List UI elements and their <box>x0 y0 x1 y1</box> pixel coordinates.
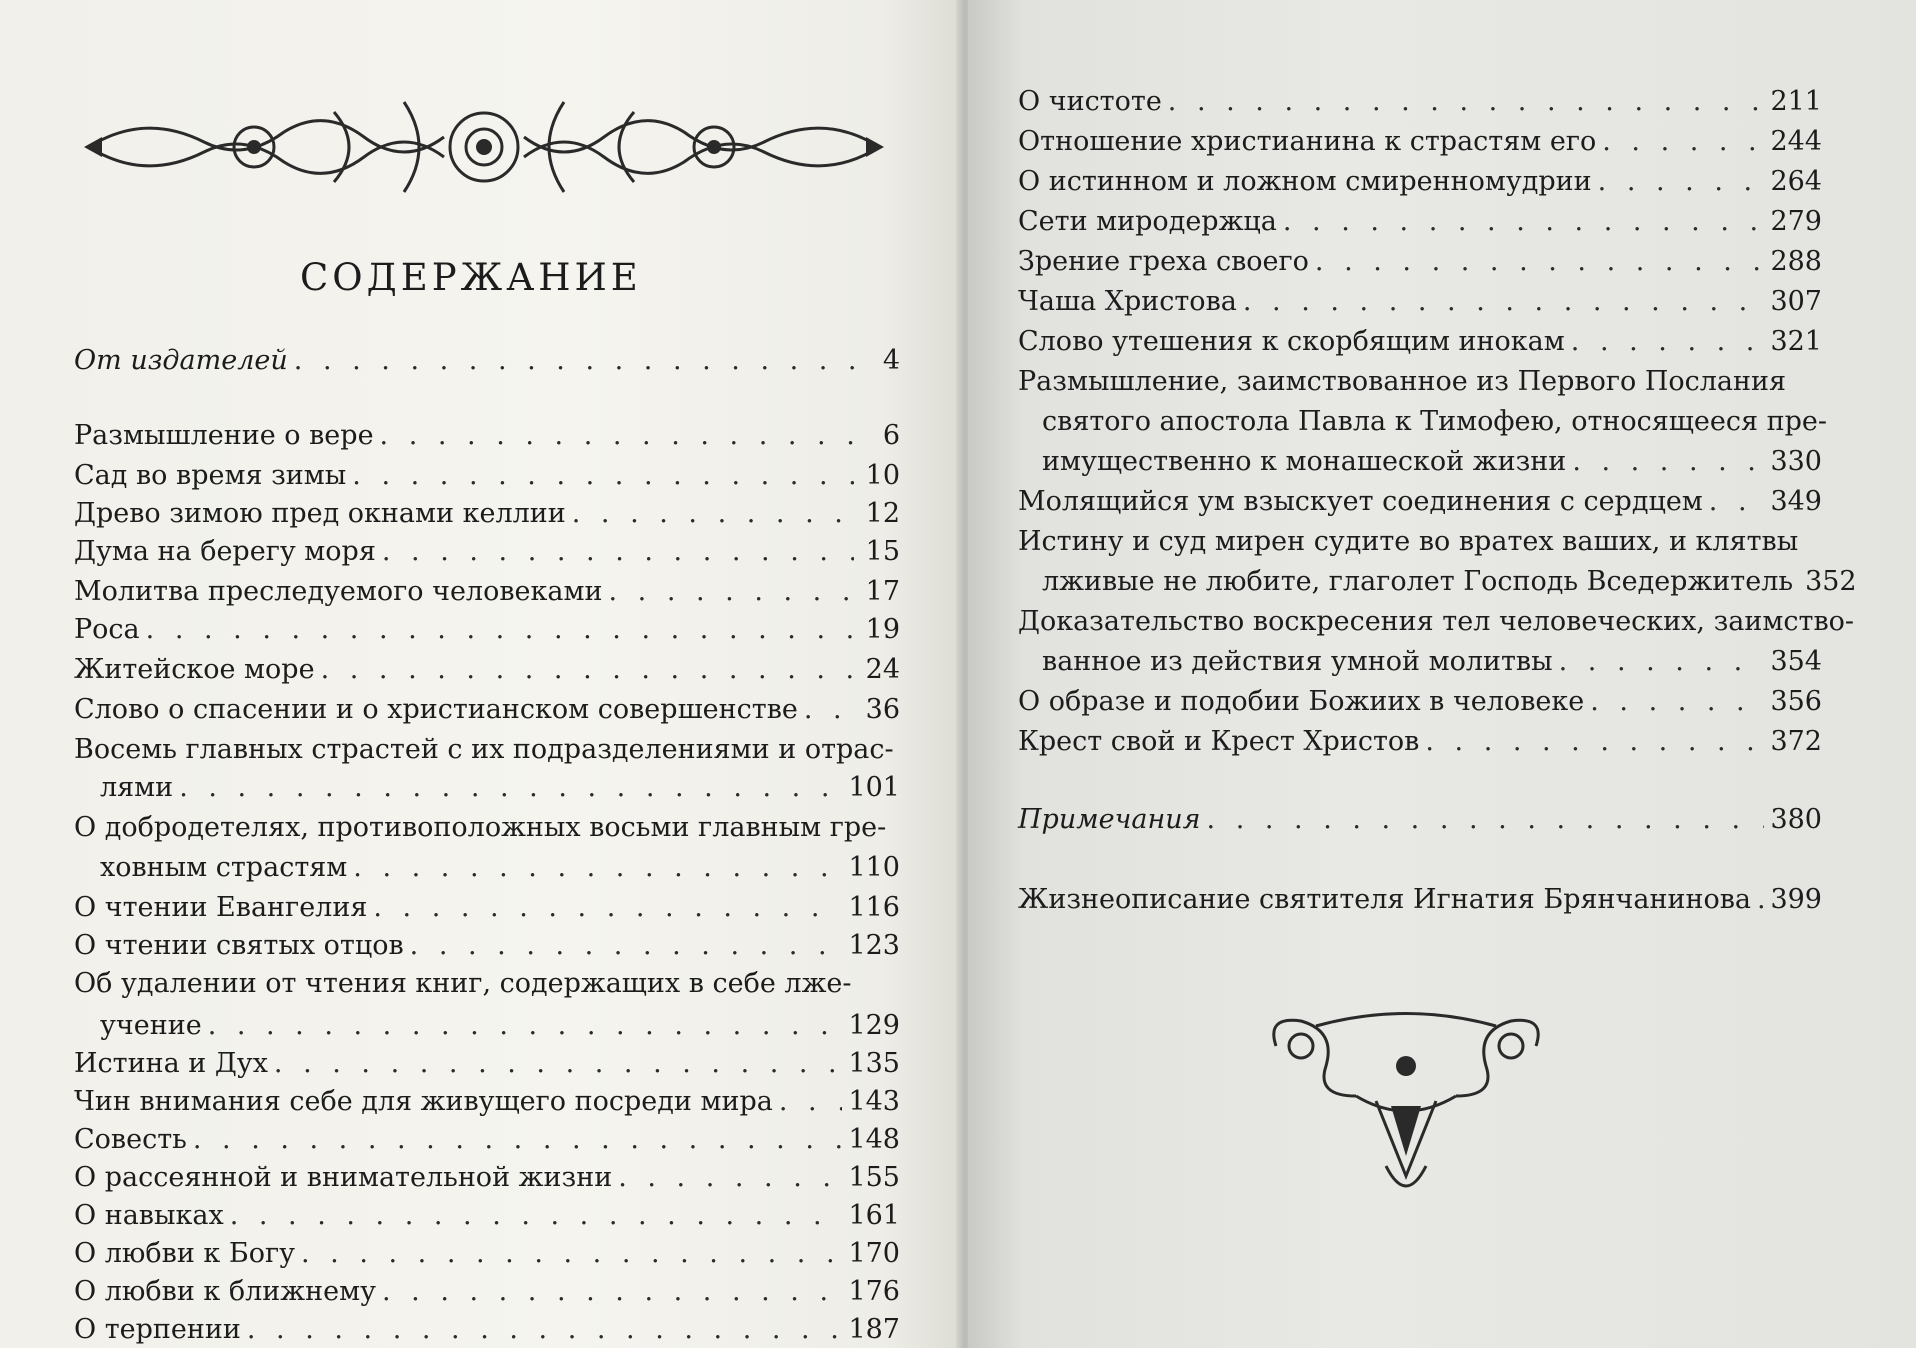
toc-entry-page-number: 372 <box>1770 726 1822 757</box>
toc-entry-page-number: 161 <box>848 1200 900 1231</box>
toc-entry-line: Размышление, заимствованное из Первого Послания <box>1018 366 1787 397</box>
toc-entry[interactable] <box>74 1124 900 1155</box>
leader-dots <box>193 1124 843 1155</box>
leader-dots <box>294 345 854 376</box>
toc-entry-page-number: 19 <box>865 614 900 645</box>
toc-entry-page-number: 288 <box>1770 246 1822 277</box>
toc-entry-page-number: 155 <box>848 1162 900 1193</box>
leader-dots <box>1590 686 1764 717</box>
toc-entry-page-number: 244 <box>1770 126 1822 157</box>
toc-entry[interactable] <box>100 772 900 803</box>
toc-entry-title: Размышление о вере <box>74 420 374 451</box>
toc-entry[interactable] <box>74 1048 900 1079</box>
toc-entry-title: ховным страстям <box>100 852 348 883</box>
toc-entry-title: Древо зимою пред окнами келлии <box>74 498 566 529</box>
toc-entry-page-number: 12 <box>865 498 900 529</box>
leader-dots <box>373 892 842 923</box>
toc-entry-title: Житейское море <box>74 654 315 685</box>
toc-entry-title: Примечания <box>1018 804 1201 835</box>
toc-entry-title: учение <box>100 1010 202 1041</box>
toc-entry-title: О рассеянной и внимательной жизни <box>74 1162 613 1193</box>
leader-dots <box>382 536 854 567</box>
toc-entry[interactable] <box>74 420 900 451</box>
toc-entry-page-number: 36 <box>865 694 900 725</box>
toc-entry[interactable] <box>74 576 900 607</box>
leader-dots <box>1315 246 1765 277</box>
toc-entry[interactable] <box>1018 686 1822 717</box>
toc-entry[interactable] <box>1018 86 1822 117</box>
toc-entry[interactable] <box>1018 486 1822 517</box>
toc-entry[interactable] <box>1018 804 1822 835</box>
toc-entry-page-number: 170 <box>848 1238 900 1269</box>
leader-dots <box>1709 486 1765 517</box>
toc-entry-title: Сети миродержца <box>1018 206 1277 237</box>
header-ornament <box>84 92 884 202</box>
leader-dots <box>321 654 854 685</box>
toc-entry-page-number: 279 <box>1770 206 1822 237</box>
toc-entry-page-number: 101 <box>848 772 900 803</box>
toc-entry[interactable] <box>1018 206 1822 237</box>
toc-entry-title: Зрение греха своего <box>1018 246 1309 277</box>
toc-entry-title: Отношение христианина к страстям его <box>1018 126 1597 157</box>
leader-dots <box>779 1086 843 1117</box>
right-page <box>968 0 1916 1348</box>
leader-dots <box>618 1162 842 1193</box>
toc-entry-page-number: 321 <box>1770 326 1822 357</box>
leader-dots <box>1602 126 1764 157</box>
toc-entry-page-number: 349 <box>1770 486 1822 517</box>
toc-entry-line: Доказательство воскресения тел человеческих, заимство- <box>1018 606 1855 637</box>
toc-entry[interactable] <box>74 1276 900 1307</box>
toc-entry[interactable] <box>1018 166 1822 197</box>
toc-entry-title: Слово о спасении и о христианском совершенстве <box>74 694 798 725</box>
toc-entry-page-number: 176 <box>848 1276 900 1307</box>
toc-entry-title: Чаша Христова <box>1018 286 1237 317</box>
leader-dots <box>353 852 842 883</box>
toc-entry[interactable] <box>74 614 900 645</box>
toc-entry-page-number: 123 <box>848 930 900 961</box>
toc-entry-page-number: 352 <box>1805 566 1857 597</box>
toc-entry-page-number: 399 <box>1770 884 1822 915</box>
leader-dots <box>208 1010 843 1041</box>
leader-dots <box>380 420 854 451</box>
toc-entry[interactable] <box>100 1010 900 1041</box>
leader-dots <box>1425 726 1764 757</box>
leader-dots <box>609 576 855 607</box>
leader-dots <box>230 1200 843 1231</box>
toc-entry-page-number: 116 <box>848 892 900 923</box>
toc-entry-page-number: 4 <box>882 345 900 376</box>
toc-entry-title: О терпении <box>74 1314 241 1345</box>
toc-entry-line: Об удалении от чтения книг, содержащих в себе лже- <box>74 968 852 999</box>
toc-entry-page-number: 307 <box>1770 286 1822 317</box>
toc-entry[interactable] <box>74 1162 900 1193</box>
toc-entry[interactable] <box>1018 326 1822 357</box>
leader-dots <box>1559 646 1765 677</box>
toc-entry[interactable] <box>74 892 900 923</box>
toc-entry-title: ванное из действия умной молитвы <box>1042 646 1553 677</box>
leader-dots <box>352 460 854 491</box>
toc-entry-page-number: 17 <box>865 576 900 607</box>
toc-entry-title: имущественно к монашеской жизни <box>1042 446 1567 477</box>
leader-dots <box>1757 884 1764 915</box>
toc-entry-page-number: 330 <box>1770 446 1822 477</box>
toc-entry[interactable] <box>74 654 900 685</box>
toc-entry-page-number: 10 <box>865 460 900 491</box>
toc-entry-title: О навыках <box>74 1200 224 1231</box>
toc-entry-page-number: 187 <box>848 1314 900 1345</box>
toc-entry-page-number: 264 <box>1770 166 1822 197</box>
toc-entry-line: святого апостола Павла к Тимофею, относящееся пре- <box>1042 406 1827 437</box>
toc-entry-title: Крест свой и Крест Христов <box>1018 726 1420 757</box>
toc-entry-title: Молитва преследуемого человеками <box>74 576 603 607</box>
toc-entry[interactable] <box>1018 126 1822 157</box>
toc-entry-title: Жизнеописание святителя Игнатия Брянчанинова <box>1018 884 1751 915</box>
toc-entry-page-number: 354 <box>1770 646 1822 677</box>
toc-entry-page-number: 129 <box>848 1010 900 1041</box>
toc-entry-title: О истинном и ложном смиренномудрии <box>1018 166 1592 197</box>
leader-dots <box>1207 804 1765 835</box>
toc-entry-page-number: 380 <box>1770 804 1822 835</box>
toc-entry[interactable] <box>1018 726 1822 757</box>
toc-entry-page-number: 356 <box>1770 686 1822 717</box>
toc-entry-title: Сад во время зимы <box>74 460 347 491</box>
toc-entry[interactable] <box>1018 246 1822 277</box>
toc-entry-page-number: 110 <box>848 852 900 883</box>
tailpiece-ornament <box>1256 1006 1556 1206</box>
leader-dots <box>572 498 854 529</box>
toc-entry-page-number: 15 <box>865 536 900 567</box>
leader-dots <box>274 1048 843 1079</box>
toc-entry[interactable] <box>1042 566 1857 597</box>
toc-entry-title: Дума на берегу моря <box>74 536 376 567</box>
toc-entry-title: О любви к ближнему <box>74 1276 376 1307</box>
toc-entry[interactable] <box>74 498 900 529</box>
leader-dots <box>301 1238 842 1269</box>
toc-entry[interactable] <box>74 460 900 491</box>
toc-entry-page-number: 6 <box>882 420 900 451</box>
toc-heading: СОДЕРЖАНИЕ <box>300 256 642 299</box>
toc-entry-title: Роса <box>74 614 140 645</box>
toc-entry[interactable] <box>74 930 900 961</box>
leader-dots <box>247 1314 843 1345</box>
toc-entry[interactable] <box>74 345 900 376</box>
leader-dots <box>382 1276 842 1307</box>
toc-entry-page-number: 24 <box>865 654 900 685</box>
toc-entry-title: Чин внимания себе для живущего посреди мира <box>74 1086 773 1117</box>
toc-entry[interactable] <box>74 1200 900 1231</box>
toc-entry-title: лями <box>100 772 174 803</box>
toc-entry-title: лживые не любите, глаголет Господь Вседержитель <box>1042 566 1794 597</box>
toc-entry-page-number: 148 <box>848 1124 900 1155</box>
toc-entry-title: О чистоте <box>1018 86 1162 117</box>
toc-entry-title: Истина и Дух <box>74 1048 268 1079</box>
toc-entry[interactable] <box>100 852 900 883</box>
toc-entry-title: О любви к Богу <box>74 1238 295 1269</box>
toc-entry-title: О чтении Евангелия <box>74 892 368 923</box>
leader-dots <box>410 930 843 961</box>
leader-dots <box>1572 446 1764 477</box>
toc-entry-page-number: 143 <box>848 1086 900 1117</box>
toc-entry[interactable] <box>74 1238 900 1269</box>
toc-entry[interactable] <box>74 536 900 567</box>
toc-entry-title: Совесть <box>74 1124 187 1155</box>
toc-entry-line: О добродетелях, противоположных восьми главным гре- <box>74 812 887 843</box>
leader-dots <box>1571 326 1765 357</box>
leader-dots <box>1168 86 1765 117</box>
leader-dots <box>804 694 854 725</box>
toc-entry-line: Восемь главных страстей с их подразделениями и отрас- <box>74 734 894 765</box>
toc-entry[interactable] <box>1042 446 1822 477</box>
leader-dots <box>1598 166 1765 197</box>
toc-entry[interactable] <box>1018 884 1822 915</box>
toc-entry-line: Истину и суд миpен судите во вратех ваших, и клятвы <box>1018 526 1799 557</box>
toc-entry-title: О образе и подобии Божиих в человеке <box>1018 686 1585 717</box>
toc-entry-title: О чтении святых отцов <box>74 930 404 961</box>
toc-entry-title: Слово утешения к скорбящим инокам <box>1018 326 1565 357</box>
toc-entry-page-number: 211 <box>1770 86 1822 117</box>
leader-dots <box>146 614 854 645</box>
toc-entry-title: Молящийся ум взыскует соединения с сердцем <box>1018 486 1703 517</box>
toc-entry[interactable] <box>1018 286 1822 317</box>
toc-entry-page-number: 135 <box>848 1048 900 1079</box>
toc-entry[interactable] <box>74 1086 900 1117</box>
toc-entry[interactable] <box>74 694 900 725</box>
toc-entry[interactable] <box>74 1314 900 1345</box>
leader-dots <box>179 772 842 803</box>
toc-entry[interactable] <box>1042 646 1822 677</box>
leader-dots <box>1243 286 1765 317</box>
leader-dots <box>1283 206 1765 237</box>
toc-entry-title: От издателей <box>74 345 288 376</box>
